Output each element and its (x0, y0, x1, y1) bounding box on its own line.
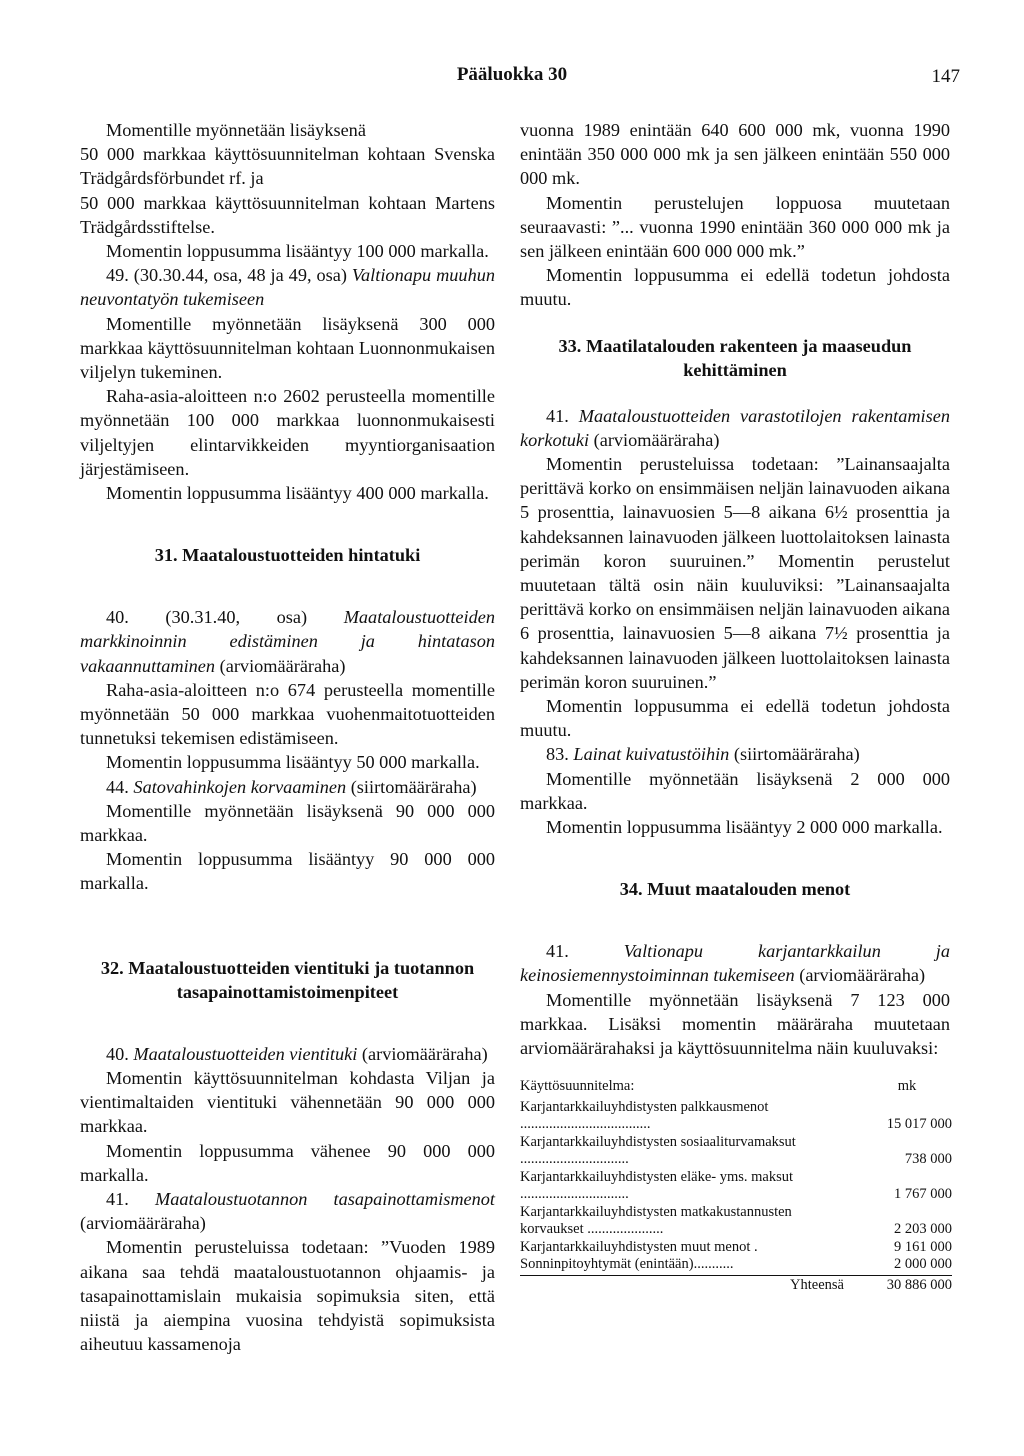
paragraph: Momentille myönnetään lisäyksenä 90 000 000 markkaa. (80, 800, 495, 846)
paragraph: Momentin loppusumma lisääntyy 90 000 000 markalla. (80, 849, 495, 894)
budget-table (520, 1078, 952, 1294)
table-row-label: Karjantarkkailuyhdistysten eläke- yms. maksut .............................. (520, 1168, 794, 1203)
table-row-value: 738 000 (904, 1151, 952, 1168)
paragraph: Momentin loppusumma lisääntyy 2 000 000 markalla. (546, 817, 943, 838)
section-heading-31: 31. Maataloustuotteiden hintatuki (154, 545, 421, 566)
item-heading (80, 775, 495, 799)
paragraph: Momentin käyttösuunnitelman kohdasta Viljan ja vientimaltaiden vientituki vähennetään 90 000 000 markkaa. (80, 1067, 495, 1137)
item-type: (arviomääräraha) (794, 965, 926, 986)
item-number: 41. (546, 405, 579, 426)
item-heading (80, 263, 495, 311)
section-heading-34: 34. Muut maatalouden menot (619, 879, 851, 900)
paragraph: Momentille myönnetään lisäyksenä 7 123 000 markkaa. Lisäksi momentin määräraha muutetaan arviomäärärahaksi ja käyttösuunnitelma näin kuuluvaksi: (520, 989, 950, 1059)
table-row (520, 1256, 952, 1274)
paragraph: 50 000 markkaa käyttösuunnitelman kohtaan Svenska Trädgårdsförbundet rf. ja (80, 144, 495, 189)
item-number: 44. (106, 776, 134, 797)
table-row-value: 9 161 000 (894, 1238, 952, 1255)
right-column (520, 118, 950, 1294)
table-total-value: 30 886 000 (886, 1276, 952, 1293)
item-type: (arviomääräraha) (589, 429, 720, 450)
section-heading-33: 33. Maatilatalouden rakenteen ja maaseudun kehittäminen (558, 335, 912, 380)
table-header-unit: mk (897, 1078, 917, 1095)
item-title: Maataloustuotannon tasapainottamismenot (155, 1188, 496, 1209)
table-row-label: Karjantarkkailuyhdistysten muut menot . (520, 1238, 758, 1255)
item-title: Satovahinkojen korvaaminen (133, 776, 347, 797)
item-type: (arviomääräraha) (80, 1213, 206, 1234)
item-type: (siirtomääräraha) (346, 776, 477, 797)
table-row (520, 1134, 952, 1169)
paragraph: Momentille myönnetään lisäyksenä 300 000 markkaa käyttösuunnitelman kohtaan Luonnonmukaisen viljelyn tukeminen. (80, 313, 495, 383)
item-number: 83. (546, 744, 574, 765)
item-type: (arviomääräraha) (215, 655, 346, 676)
item-title: Maataloustuotteiden varastotilojen rakentamisen korkotuki (520, 405, 950, 450)
table-row-value: 2 000 000 (894, 1256, 952, 1273)
item-heading (520, 939, 950, 987)
paragraph: Momentin perusteluissa todetaan: ”Vuoden 1989 aikana saa tehdä maataloustuotannon ohjaamis- ja tasapainottamislain mukaisia sopimuksia siten, että niistä ja aiempina vuosina tehdyistä sopimuksista aiheutuu kassamenoja (80, 1237, 495, 1355)
item-number: 41. (546, 941, 624, 962)
paragraph: Momentille myönnetään lisäyksenä (106, 120, 366, 140)
item-type: (siirtomääräraha) (729, 744, 860, 765)
table-total-row (520, 1275, 952, 1295)
table-row-label: Sonninpitoyhtymät (enintään)........... (520, 1256, 734, 1273)
item-number: 41. (106, 1188, 156, 1209)
page-header-title: Pääluokka 30 (456, 64, 568, 85)
item-title: Maataloustuotteiden vientituki (133, 1043, 358, 1064)
paragraph: 50 000 markkaa käyttösuunnitelman kohtaan Martens Trädgårdsstiftelse. (80, 192, 495, 237)
paragraph: Momentin loppusumma vähenee 90 000 000 markalla. (80, 1140, 495, 1185)
table-row (520, 1204, 952, 1239)
table-header-row (520, 1078, 952, 1096)
table-header-label: Käyttösuunnitelma: (520, 1078, 635, 1095)
table-total-label: Yhteensä (790, 1276, 844, 1293)
paragraph: vuonna 1989 enintään 640 600 000 mk, vuonna 1990 enintään 350 000 000 mk ja sen jälkeen enintään 550 000 000 mk. (520, 120, 950, 189)
table-row-value: 1 767 000 (894, 1186, 952, 1203)
paragraph: Momentin loppusumma lisääntyy 50 000 markalla. (106, 752, 480, 773)
item-number: 40. (106, 1043, 134, 1064)
item-heading (80, 605, 495, 678)
item-heading (520, 742, 950, 766)
item-title: Lainat kuivatustöihin (573, 744, 730, 765)
paragraph: Momentin perustelujen loppuosa muutetaan seuraavasti: ”... vuonna 1990 enintään 360 000 000 mk ja sen jälkeen enintään 600 000 000 mk.” (520, 192, 950, 262)
item-title: Valtionapu karjantarkkailun ja keinosiemennystoiminnan tukemiseen (520, 941, 950, 986)
paragraph: Momentin loppusumma lisääntyy 100 000 markalla. (106, 241, 489, 262)
section-heading-32: 32. Maataloustuotteiden vientituki ja tuotannon tasapainottamistoimenpiteet (100, 957, 475, 1002)
table-row (520, 1169, 952, 1204)
table-row-value: 15 017 000 (886, 1116, 952, 1133)
paragraph: Raha-asia-aloitteen n:o 674 perusteella momentille myönnetään 50 000 markkaa vuohenmaitotuotteiden tunnetuksi tekemisen edistämiseen. (80, 679, 495, 749)
item-heading (520, 404, 950, 452)
table-row (520, 1239, 952, 1257)
paragraph: Momentin perusteluissa todetaan: ”Lainansaajalta perittävä korko on ensimmäisen neljän lainavuoden aikana 5 prosenttia, lainavuosien 5—8 aikana 6½ prosenttia ja kahdeksannen lainavuoden jälkeen luottolaitoksen lainasta perimän koron suuruinen.” Momentin perustelut muutetaan tältä osin näin kuuluviksi: ”Lainansaajalta perittävä korko on ensimmäisen neljän lainavuoden aikana 6 prosenttia, lainavuosien 5—8 aikana 7½ prosenttia ja kahdeksannen lainavuoden jälkeen luottolaitoksen lainasta perimän koron suuruinen.” (520, 454, 950, 692)
page-number: 147 (931, 66, 960, 87)
item-heading (80, 1187, 495, 1235)
item-title: Maataloustuotteiden markkinoinnin edistäminen ja hintatason vakaannuttaminen (80, 607, 495, 676)
paragraph: Momentille myönnetään lisäyksenä 2 000 000 markkaa. (520, 768, 950, 813)
paragraph: Raha-asia-aloitteen n:o 2602 perusteella momentille myönnetään 100 000 markkaa luonnonmukaisesti viljeltyjen elintarvikkeiden myyntiorganisaation järjestämiseen. (80, 386, 495, 479)
paragraph: Momentin loppusumma ei edellä todetun johdosta muutu. (520, 696, 950, 741)
table-row-label: Karjantarkkailuyhdistysten palkkausmenot .................................... (520, 1098, 769, 1133)
item-number: 40. (30.31.40, osa) (106, 607, 344, 628)
table-row-value: 2 203 000 (894, 1221, 952, 1238)
item-title: Valtionapu muuhun neuvontatyön tukemiseen (80, 265, 495, 310)
table-row-label: Karjantarkkailuyhdistysten sosiaaliturvamaksut .............................. (520, 1133, 796, 1168)
item-type: (arviomääräraha) (357, 1043, 488, 1064)
item-number: 49. (30.30.44, osa, 48 ja 49, osa) (106, 265, 352, 286)
paragraph: Momentin loppusumma ei edellä todetun johdosta muutu. (520, 265, 950, 310)
table-row (520, 1099, 952, 1134)
paragraph: Momentin loppusumma lisääntyy 400 000 markalla. (106, 483, 489, 504)
item-heading (80, 1042, 495, 1066)
left-column (80, 118, 495, 1356)
table-row-label: Karjantarkkailuyhdistysten matkakustannusten korvaukset ..................... (520, 1203, 792, 1238)
